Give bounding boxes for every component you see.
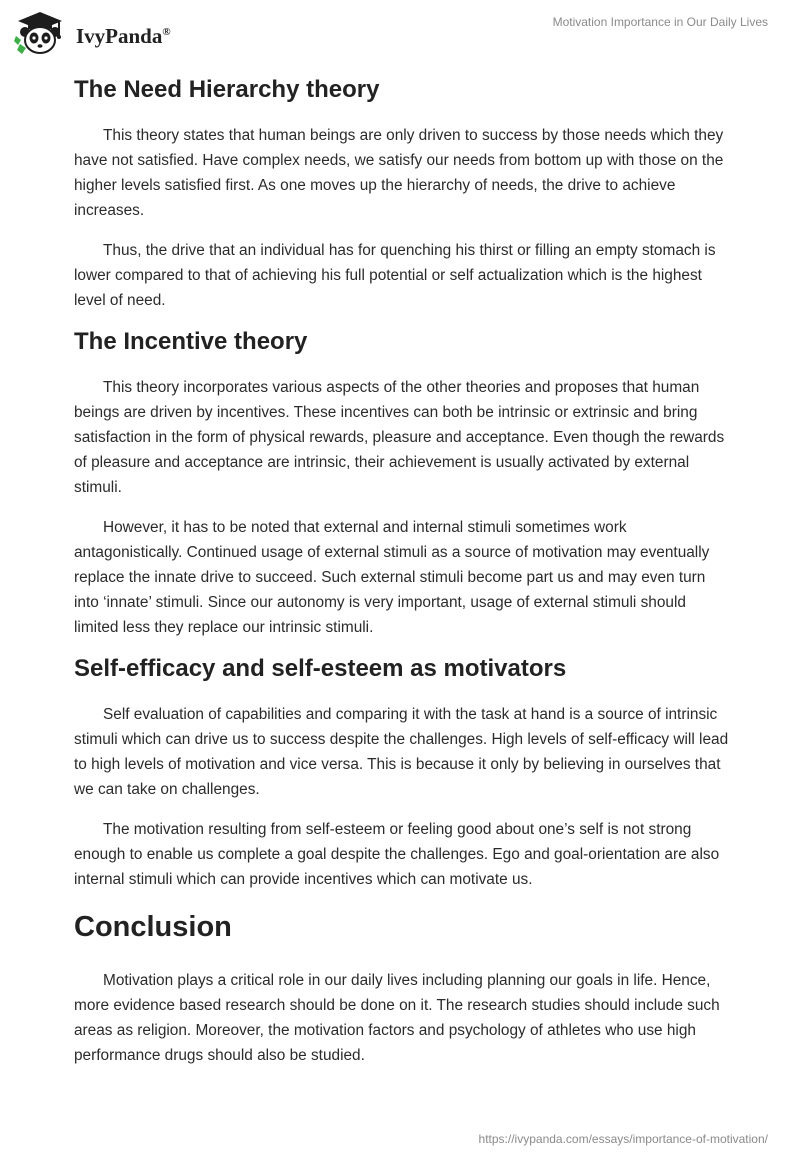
document-title: Motivation Importance in Our Daily Lives xyxy=(552,15,768,29)
panda-graduation-cap-icon xyxy=(14,10,66,61)
registered-mark: ® xyxy=(162,26,171,38)
paragraph: Thus, the drive that an individual has for quenching his thirst or filling an empty stomach is lower compared to that of achieving his full potential or self actualization which is the highest level of need. xyxy=(74,242,716,309)
ivypanda-logo[interactable] xyxy=(14,10,171,61)
source-url[interactable]: https://ivypanda.com/essays/importance-of-motivation/ xyxy=(478,1132,768,1146)
paragraph: Self evaluation of capabilities and comparing it with the task at hand is a source of intrinsic stimuli which can drive us to success despite the challenges. High levels of self-efficacy will lead to high levels of motivation and vice versa. This is because it only by believing in ourselves that we can take on challenges. xyxy=(74,706,729,798)
conclusion-heading: Conclusion xyxy=(74,911,232,943)
brand-text: IvyPanda xyxy=(76,24,163,48)
paragraph: Motivation plays a critical role in our daily lives including planning our goals in life. Hence, more evidence based research should be done on it. The research studies should include such areas as religion. Moreover, the motivation factors and psychology of athletes who use high performance drugs should also be studied. xyxy=(74,972,720,1064)
section-heading-self-efficacy: Self-efficacy and self-esteem as motivators xyxy=(74,655,567,682)
paragraph: This theory states that human beings are only driven to success by those needs which they have not satisfied. Have complex needs, we satisfy our needs from bottom up with those on the higher levels satisfied first. As one moves up the hierarchy of needs, the drive to achieve increases. xyxy=(74,127,724,219)
paragraph: This theory incorporates various aspects of the other theories and proposes that human beings are driven by incentives. These incentives can both be intrinsic or extrinsic and bring satisfaction in the form of physical rewards, pleasure and acceptance. Even though the rewards of pleasure and acceptance are intrinsic, their achievement is usually activated by external stimuli. xyxy=(74,379,725,496)
brand-name xyxy=(76,24,171,49)
paragraph: However, it has to be noted that external and internal stimuli sometimes work antagonistically. Continued usage of external stimuli as a source of motivation may eventually replace the innate drive to succeed. Such external stimuli become part us and may even turn into ‘innate’ stimuli. Since our autonomy is very important, usage of external stimuli should limited less they replace our intrinsic stimuli. xyxy=(74,519,710,636)
essay-content xyxy=(74,72,730,1068)
section-heading-need-hierarchy: The Need Hierarchy theory xyxy=(74,76,380,103)
paragraph: The motivation resulting from self-esteem or feeling good about one’s self is not strong enough to enable us complete a goal despite the challenges. Ego and goal-orientation are also internal stimuli which can provide incentives which can motivate us. xyxy=(74,821,720,888)
page-header xyxy=(0,0,800,70)
section-heading-incentive: The Incentive theory xyxy=(74,328,308,355)
